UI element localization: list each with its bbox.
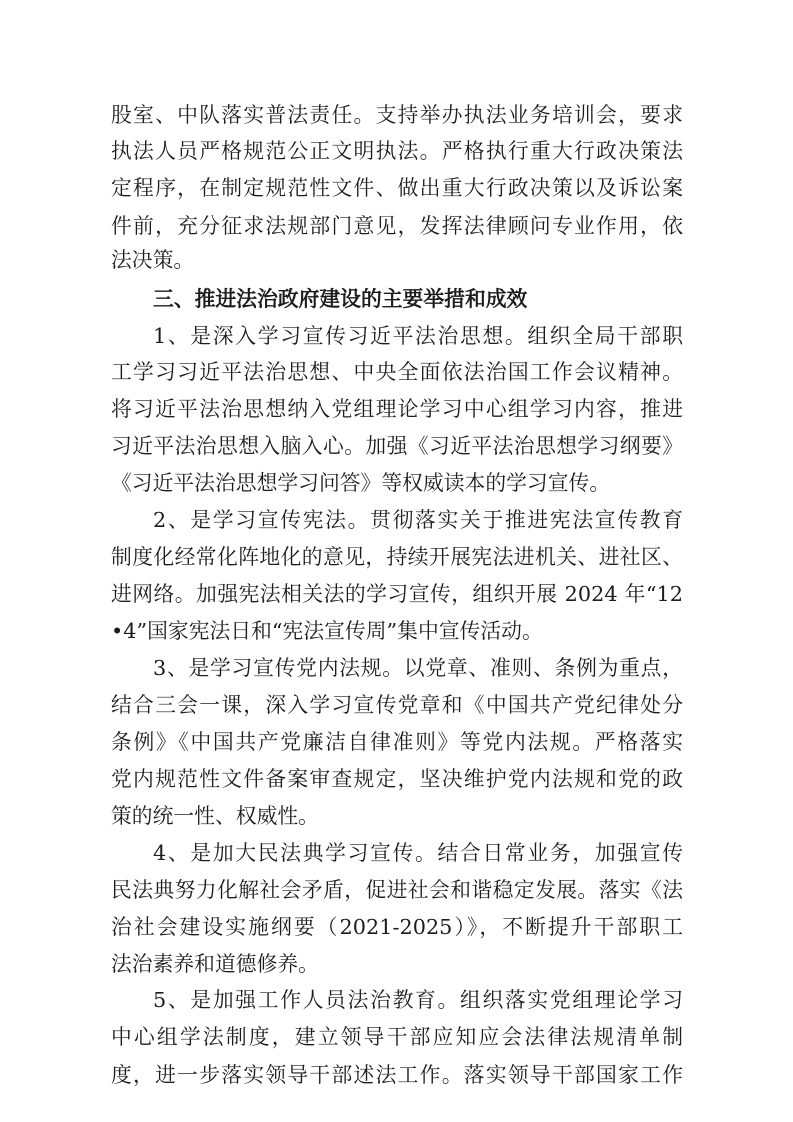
text-line: 习近平法治思想入脑入心。加强《习近平法治思想学习纲要》 (111, 434, 683, 458)
text-line: 工学习习近平法治思想、中央全面依法治国工作会议精神。 (111, 360, 683, 384)
text-line: 《习近平法治思想学习问答》等权威读本的学习宣传。 (111, 471, 611, 495)
text-line: 法决策。 (111, 248, 195, 272)
text-line: 5、是加强工作人员法治教育。组织落实党组理论学习 (153, 988, 683, 1012)
text-line: •4”国家宪法日和“宪法宣传周”集中宣传活动。 (111, 619, 543, 643)
text-line: 定程序，在制定规范性文件、做出重大行政决策以及诉讼案 (111, 176, 683, 200)
text-line: 2、是学习宣传宪法。贯彻落实关于推进宪法宣传教育 (153, 508, 683, 532)
text-line: 条例》《中国共产党廉洁自律准则》等党内法规。严格落实 (111, 730, 683, 754)
text-line: 执法人员严格规范公正文明执法。严格执行重大行政决策法 (111, 139, 683, 163)
text-line: 制度化经常化阵地化的意见，持续开展宪法进机关、进社区、 (111, 545, 683, 569)
text-line: 将习近平法治思想纳入党组理论学习中心组学习内容，推进 (111, 397, 683, 421)
text-line: 4、是加大民法典学习宣传。结合日常业务，加强宣传 (153, 841, 683, 865)
text-line: 党内规范性文件备案审查规定，坚决维护党内法规和党的政 (111, 767, 683, 791)
text-line: 股室、中队落实普法责任。支持举办执法业务培训会，要求 (111, 103, 683, 127)
text-line: 度，进一步落实领导干部述法工作。落实领导干部国家工作 (111, 1063, 683, 1087)
text-line: 民法典努力化解社会矛盾，促进社会和谐稳定发展。落实《法 (111, 878, 683, 902)
text-line: 进网络。加强宪法相关法的学习宣传，组织开展 2024 年“12 (111, 582, 683, 606)
section-heading: 三、推进法治政府建设的主要举措和成效 (153, 287, 528, 311)
text-line: 中心组学法制度，建立领导干部应知应会法律法规清单制 (111, 1025, 683, 1049)
text-line: 3、是学习宣传党内法规。以党章、准则、条例为重点， (153, 656, 683, 680)
text-line: 件前，充分征求法规部门意见，发挥法律顾问专业作用，依 (111, 214, 683, 238)
text-line: 1、是深入学习宣传习近平法治思想。组织全局干部职 (153, 324, 683, 348)
text-line: 法治素养和道德修养。 (111, 952, 319, 976)
text-line: 治社会建设实施纲要（2021-2025）》，不断提升干部职工 (111, 915, 683, 939)
text-line: 策的统一性、权威性。 (111, 804, 319, 828)
text-line: 结合三会一课，深入学习宣传党章和《中国共产党纪律处分 (111, 693, 683, 717)
